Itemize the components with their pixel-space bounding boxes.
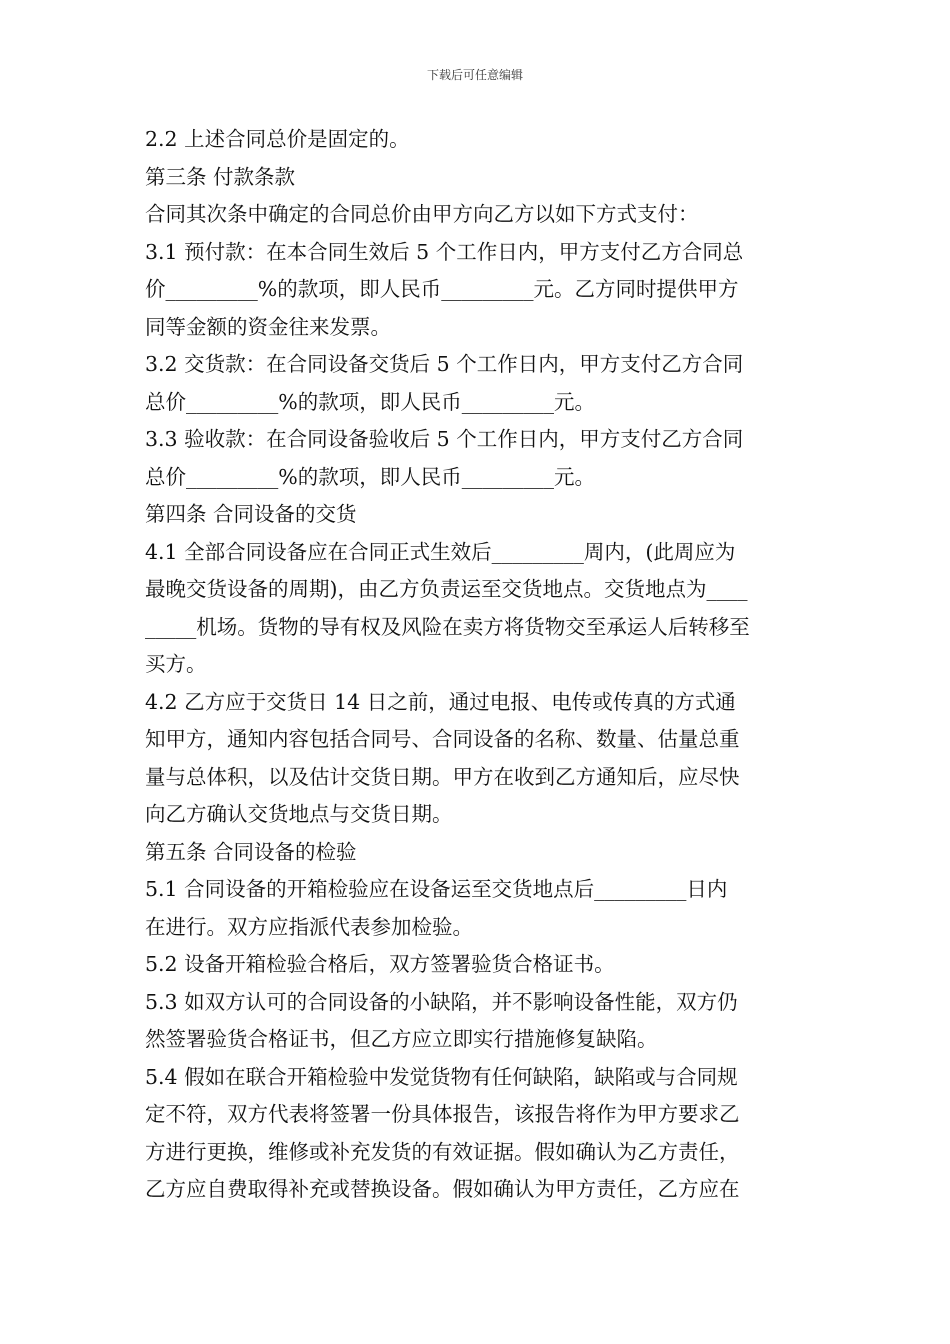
text-line: 量与总体积，以及估计交货日期。甲方在收到乙方通知后，应尽快 <box>145 764 740 789</box>
text-line: 5.1 合同设备的开箱检验应在设备运至交货地点后_________日内 <box>145 877 728 901</box>
text-line: 5.3 如双方认可的合同设备的小缺陷，并不影响设备性能，双方仍 <box>145 989 738 1014</box>
text-line: 知甲方，通知内容包括合同号、合同设备的名称、数量、估量总重 <box>145 727 740 751</box>
text-line: 乙方应自费取得补充或替换设备。假如确认为甲方责任，乙方应在 <box>145 1177 740 1201</box>
section-heading: 第三条 付款条款 <box>145 164 296 189</box>
text-line: 3.2 交货款：在合同设备交货后 5 个工作日内，甲方支付乙方合同 <box>145 352 744 376</box>
text-line: _____机场。货物的导有权及风险在卖方将货物交至承运人后转移至 <box>145 614 750 639</box>
text-line: 4.2 乙方应于交货日 14 日之前，通过电报、电传或传真的方式通 <box>145 689 736 714</box>
text-line: 买方。 <box>145 652 207 676</box>
text-line: 5.2 设备开箱检验合格后，双方签署验货合格证书。 <box>145 952 615 976</box>
text-line: 合同其次条中确定的合同总价由甲方向乙方以如下方式支付： <box>145 202 699 226</box>
section-heading: 第四条 合同设备的交货 <box>145 502 357 526</box>
text-line: 总价_________%的款项，即人民币_________元。 <box>145 389 595 414</box>
contract-body <box>145 121 810 1209</box>
section-heading: 第五条 合同设备的检验 <box>145 839 357 864</box>
text-line: 2.2 上述合同总价是固定的。 <box>145 127 410 151</box>
text-line: 然签署验货合格证书，但乙方应立即实行措施修复缺陷。 <box>145 1027 658 1051</box>
text-line: 价_________%的款项，即人民币_________元。乙方同时提供甲方 <box>145 277 739 301</box>
text-line: 定不符，双方代表将签署一份具体报告，该报告将作为甲方要求乙 <box>145 1102 740 1126</box>
text-line: 3.1 预付款：在本合同生效后 5 个工作日内，甲方支付乙方合同总 <box>145 239 744 264</box>
text-line: 在进行。双方应指派代表参加检验。 <box>145 914 473 939</box>
text-line: 5.4 假如在联合开箱检验中发觉货物有任何缺陷，缺陷或与合同规 <box>145 1064 738 1089</box>
text-line: 同等金额的资金往来发票。 <box>145 314 391 339</box>
text-line: 3.3 验收款：在合同设备验收后 5 个工作日内，甲方支付乙方合同 <box>145 427 744 451</box>
text-line: 总价_________%的款项，即人民币_________元。 <box>145 464 595 489</box>
text-line: 方进行更换，维修或补充发货的有效证据。假如确认为乙方责任， <box>145 1139 740 1164</box>
text-line: 最晚交货设备的周期)，由乙方负责运至交货地点。交货地点为____ <box>145 577 748 601</box>
text-line: 4.1 全部合同设备应在合同正式生效后_________周内，(此周应为 <box>145 539 736 564</box>
page-header: 下载后可任意编辑 <box>426 68 523 82</box>
text-line: 向乙方确认交货地点与交货日期。 <box>145 802 453 826</box>
